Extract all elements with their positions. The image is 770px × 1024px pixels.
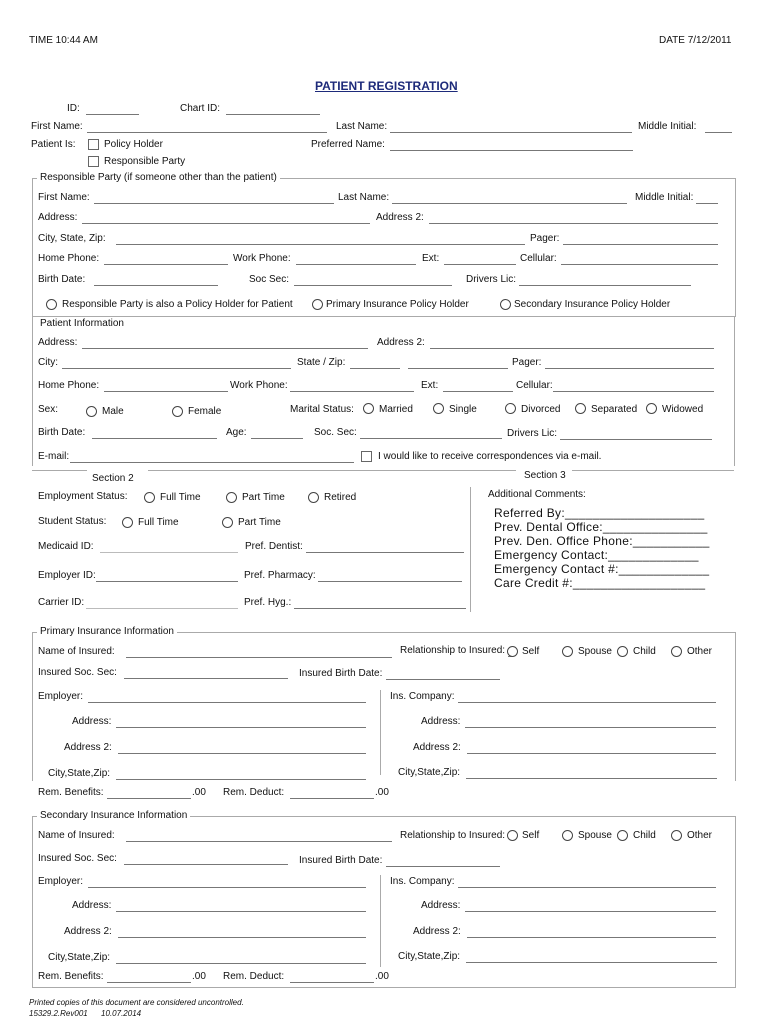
emp-retired-radio[interactable] bbox=[308, 492, 319, 503]
pt-address-input[interactable] bbox=[82, 348, 368, 349]
rp-address2-input[interactable] bbox=[429, 223, 718, 224]
si-other-label: Other bbox=[687, 830, 713, 841]
emp-full-time-radio[interactable] bbox=[144, 492, 155, 503]
si-employer-label: Employer: bbox=[38, 876, 84, 887]
pt-separated-radio[interactable] bbox=[575, 403, 586, 414]
rp-policy-holder-radio[interactable] bbox=[46, 299, 57, 310]
pt-married-radio[interactable] bbox=[363, 403, 374, 414]
pt-home-phone-input[interactable] bbox=[104, 391, 228, 392]
pi-child-label: Child bbox=[633, 646, 656, 657]
si-child-label: Child bbox=[633, 830, 656, 841]
si-address-label: Address: bbox=[72, 900, 112, 911]
rp-middle-initial-label: Middle Initial: bbox=[635, 192, 694, 203]
si-spouse-radio[interactable] bbox=[562, 830, 573, 841]
rp-last-name-label: Last Name: bbox=[338, 192, 390, 203]
id-label: ID: bbox=[67, 103, 80, 114]
pt-age-input[interactable] bbox=[251, 438, 303, 439]
pi-address2-input[interactable] bbox=[118, 753, 366, 754]
id-input[interactable] bbox=[86, 114, 139, 115]
pi-address-label: Address: bbox=[72, 716, 112, 727]
primary-ins-divider bbox=[380, 690, 381, 775]
pref-hyg-label: Pref. Hyg.: bbox=[244, 597, 292, 608]
rp-pager-input[interactable] bbox=[563, 244, 718, 245]
time-stamp: TIME 10:44 AM bbox=[29, 35, 98, 46]
pi-self-label: Self bbox=[522, 646, 540, 657]
si-address2-label: Address 2: bbox=[64, 926, 112, 937]
rp-ext-input[interactable] bbox=[444, 264, 516, 265]
si-insured-soc-sec-label: Insured Soc. Sec: bbox=[38, 853, 117, 864]
pi-ins-company-label: Ins. Company: bbox=[390, 691, 455, 702]
responsible-party-legend: Responsible Party (if someone other than the patient) bbox=[37, 172, 280, 184]
rp-drivers-lic-input[interactable] bbox=[519, 285, 691, 286]
pt-marital-status-label: Marital Status: bbox=[290, 404, 354, 415]
pt-soc-sec-input[interactable] bbox=[360, 438, 502, 439]
section2-rule-left bbox=[32, 470, 87, 471]
referred-by-field[interactable]: Referred By:____________________ bbox=[494, 506, 705, 520]
rp-soc-sec-label: Soc Sec: bbox=[249, 274, 290, 285]
rp-drivers-lic-label: Drivers Lic: bbox=[466, 274, 517, 285]
rp-primary-holder-radio[interactable] bbox=[312, 299, 323, 310]
preferred-name-input[interactable] bbox=[390, 150, 633, 151]
prev-den-office-phone-field[interactable]: Prev. Den. Office Phone:___________ bbox=[494, 534, 710, 548]
rp-first-name-label: First Name: bbox=[38, 192, 90, 203]
patient-info-right-rule bbox=[734, 317, 735, 466]
patient-info-legend: Patient Information bbox=[40, 318, 124, 329]
si-address-input[interactable] bbox=[116, 911, 366, 912]
pt-divorced-radio[interactable] bbox=[505, 403, 516, 414]
pt-widowed-radio[interactable] bbox=[646, 403, 657, 414]
pi-name-of-insured-label: Name of Insured: bbox=[38, 646, 115, 657]
si-employer-input[interactable] bbox=[88, 887, 366, 888]
rp-cellular-input[interactable] bbox=[561, 264, 718, 265]
pref-dentist-input[interactable] bbox=[306, 552, 464, 553]
prev-dental-office-field[interactable]: Prev. Dental Office:_______________ bbox=[494, 520, 708, 534]
si-relationship-label: Relationship to Insured: bbox=[400, 830, 506, 841]
stu-part-time-radio[interactable] bbox=[222, 517, 233, 528]
pi-self-radio[interactable] bbox=[507, 646, 518, 657]
pi-rem-deduct-input[interactable] bbox=[290, 798, 374, 799]
pt-female-label: Female bbox=[188, 406, 222, 417]
medicaid-id-input[interactable] bbox=[100, 552, 238, 553]
medicaid-id-label: Medicaid ID: bbox=[38, 541, 94, 552]
rp-work-phone-label: Work Phone: bbox=[233, 253, 291, 264]
rp-ext-label: Ext: bbox=[422, 253, 440, 264]
pi-relationship-label: Relationship to Insured: bbox=[400, 645, 506, 656]
pt-city-label: City: bbox=[38, 357, 58, 368]
emergency-contact-number-field[interactable]: Emergency Contact #:_____________ bbox=[494, 562, 710, 576]
pref-dentist-label: Pref. Dentist: bbox=[245, 541, 303, 552]
si-rem-deduct-cents: .00 bbox=[375, 971, 389, 982]
middle-initial-label: Middle Initial: bbox=[638, 121, 697, 132]
pt-work-phone-label: Work Phone: bbox=[230, 380, 288, 391]
section-divider-rule bbox=[148, 470, 516, 471]
primary-insurance-section bbox=[32, 632, 736, 781]
emp-part-time-label: Part Time bbox=[242, 492, 285, 503]
responsible-party-label: Responsible Party bbox=[104, 156, 186, 167]
pt-zip-input[interactable] bbox=[408, 368, 508, 369]
section2-legend: Section 2 bbox=[92, 473, 134, 484]
rp-work-phone-input[interactable] bbox=[296, 264, 416, 265]
stu-full-time-radio[interactable] bbox=[122, 517, 133, 528]
rp-address-input[interactable] bbox=[82, 223, 370, 224]
rp-address-label: Address: bbox=[38, 212, 78, 223]
pt-birth-date-label: Birth Date: bbox=[38, 427, 86, 438]
si-name-of-insured-label: Name of Insured: bbox=[38, 830, 115, 841]
pi-name-of-insured-input[interactable] bbox=[126, 657, 392, 658]
rp-middle-initial-input[interactable] bbox=[696, 203, 718, 204]
student-status-label: Student Status: bbox=[38, 516, 107, 527]
pi-rem-benefits-input[interactable] bbox=[107, 798, 191, 799]
pi-city-state-zip-input[interactable] bbox=[116, 779, 366, 780]
pi-other-label: Other bbox=[687, 646, 713, 657]
si-city-state-zip-label: City,State,Zip: bbox=[48, 952, 111, 963]
pt-ext-label: Ext: bbox=[421, 380, 439, 391]
pt-address2-input[interactable] bbox=[430, 348, 714, 349]
pi-ins-city-state-zip-input[interactable] bbox=[466, 778, 717, 779]
last-name-label: Last Name: bbox=[336, 121, 388, 132]
pt-drivers-lic-label: Drivers Lic: bbox=[507, 428, 558, 439]
emp-part-time-radio[interactable] bbox=[226, 492, 237, 503]
pi-ins-address-label: Address: bbox=[421, 716, 461, 727]
carrier-id-label: Carrier ID: bbox=[38, 597, 85, 608]
si-address2-input[interactable] bbox=[118, 937, 366, 938]
si-rem-benefits-cents: .00 bbox=[192, 971, 206, 982]
pt-pager-input[interactable] bbox=[545, 368, 714, 369]
footer-disclaimer: Printed copies of this document are considered uncontrolled. bbox=[29, 998, 244, 1007]
pt-pager-label: Pager: bbox=[512, 357, 542, 368]
secondary-insurance-legend: Secondary Insurance Information bbox=[37, 810, 190, 822]
section-vertical-divider bbox=[470, 487, 471, 612]
pi-rem-benefits-cents: .00 bbox=[192, 787, 206, 798]
secondary-ins-divider bbox=[380, 875, 381, 967]
pi-ins-city-state-zip-label: City,State,Zip: bbox=[398, 767, 461, 778]
pt-cellular-input[interactable] bbox=[553, 391, 714, 392]
si-rem-deduct-label: Rem. Deduct: bbox=[223, 971, 285, 982]
rp-policy-holder-label: Responsible Party is also a Policy Holder for Patient bbox=[62, 299, 293, 310]
si-self-label: Self bbox=[522, 830, 540, 841]
rp-home-phone-label: Home Phone: bbox=[38, 253, 100, 264]
si-ins-address2-label: Address 2: bbox=[413, 926, 461, 937]
stu-part-time-label: Part Time bbox=[238, 517, 281, 528]
pt-single-label: Single bbox=[449, 404, 477, 415]
rp-address2-label: Address 2: bbox=[376, 212, 424, 223]
si-ins-city-state-zip-label: City,State,Zip: bbox=[398, 951, 461, 962]
emp-full-time-label: Full Time bbox=[160, 492, 201, 503]
pi-address-input[interactable] bbox=[116, 727, 366, 728]
pt-email-input[interactable] bbox=[70, 462, 354, 463]
rp-city-state-zip-input[interactable] bbox=[116, 244, 525, 245]
pt-city-input[interactable] bbox=[62, 368, 291, 369]
pt-male-radio[interactable] bbox=[86, 406, 97, 417]
pref-hyg-input[interactable] bbox=[294, 608, 466, 609]
pt-email-label: E-mail: bbox=[38, 451, 70, 462]
rp-cellular-label: Cellular: bbox=[520, 253, 557, 264]
carrier-id-input[interactable] bbox=[86, 608, 238, 609]
page-title: PATIENT REGISTRATION bbox=[315, 79, 458, 93]
rp-city-state-zip-label: City, State, Zip: bbox=[38, 233, 106, 244]
si-insured-soc-sec-input[interactable] bbox=[124, 864, 288, 865]
si-rem-benefits-input[interactable] bbox=[107, 982, 191, 983]
pi-rem-deduct-cents: .00 bbox=[375, 787, 389, 798]
pi-insured-soc-sec-input[interactable] bbox=[124, 678, 288, 679]
rp-last-name-input[interactable] bbox=[392, 203, 627, 204]
pi-rem-deduct-label: Rem. Deduct: bbox=[223, 787, 285, 798]
pi-other-radio[interactable] bbox=[671, 646, 682, 657]
patient-is-label: Patient Is: bbox=[31, 139, 76, 150]
stu-full-time-label: Full Time bbox=[138, 517, 179, 528]
last-name-input[interactable] bbox=[390, 132, 632, 133]
pt-address-label: Address: bbox=[38, 337, 78, 348]
rp-secondary-holder-label: Secondary Insurance Policy Holder bbox=[514, 299, 671, 310]
si-spouse-label: Spouse bbox=[578, 830, 612, 841]
si-rem-deduct-input[interactable] bbox=[290, 982, 374, 983]
pt-soc-sec-label: Soc. Sec: bbox=[314, 427, 357, 438]
middle-initial-input[interactable] bbox=[705, 132, 732, 133]
section3-legend: Section 3 bbox=[524, 470, 566, 481]
pt-birth-date-input[interactable] bbox=[92, 438, 217, 439]
section3-rule-right bbox=[572, 470, 734, 471]
pi-ins-address2-label: Address 2: bbox=[413, 742, 461, 753]
pt-divorced-label: Divorced bbox=[521, 404, 561, 415]
pi-ins-address-input[interactable] bbox=[465, 727, 716, 728]
date-stamp: DATE 7/12/2011 bbox=[659, 35, 732, 46]
pt-address2-label: Address 2: bbox=[377, 337, 425, 348]
chart-id-input[interactable] bbox=[226, 114, 320, 115]
pi-rem-benefits-label: Rem. Benefits: bbox=[38, 787, 104, 798]
rp-birth-date-label: Birth Date: bbox=[38, 274, 86, 285]
pt-drivers-lic-input[interactable] bbox=[560, 439, 712, 440]
responsible-party-checkbox[interactable] bbox=[88, 156, 99, 167]
rp-secondary-holder-radio[interactable] bbox=[500, 299, 511, 310]
pi-city-state-zip-label: City,State,Zip: bbox=[48, 768, 111, 779]
pi-child-radio[interactable] bbox=[617, 646, 628, 657]
si-child-radio[interactable] bbox=[617, 830, 628, 841]
pi-address2-label: Address 2: bbox=[64, 742, 112, 753]
pt-age-label: Age: bbox=[226, 427, 247, 438]
pt-cellular-label: Cellular: bbox=[516, 380, 553, 391]
policy-holder-checkbox[interactable] bbox=[88, 139, 99, 150]
si-insured-birth-date-label: Insured Birth Date: bbox=[299, 855, 383, 866]
pi-insured-soc-sec-label: Insured Soc. Sec: bbox=[38, 667, 117, 678]
si-insured-birth-date-input[interactable] bbox=[386, 866, 500, 867]
pt-state-input[interactable] bbox=[350, 368, 400, 369]
rp-pager-label: Pager: bbox=[530, 233, 560, 244]
pref-pharmacy-label: Pref. Pharmacy: bbox=[244, 570, 316, 581]
si-ins-address2-input[interactable] bbox=[467, 937, 716, 938]
pi-spouse-label: Spouse bbox=[578, 646, 612, 657]
chart-id-label: Chart ID: bbox=[180, 103, 221, 114]
pt-married-label: Married bbox=[379, 404, 413, 415]
pt-work-phone-input[interactable] bbox=[290, 391, 414, 392]
pt-single-radio[interactable] bbox=[433, 403, 444, 414]
rp-birth-date-input[interactable] bbox=[94, 285, 218, 286]
si-other-radio[interactable] bbox=[671, 830, 682, 841]
pi-insured-birth-date-label: Insured Birth Date: bbox=[299, 668, 383, 679]
rp-soc-sec-input[interactable] bbox=[294, 285, 452, 286]
additional-comments-label: Additional Comments: bbox=[488, 489, 586, 500]
si-city-state-zip-input[interactable] bbox=[116, 963, 366, 964]
footer-revision: 15329.2.Rev001 10.07.2014 bbox=[29, 1009, 142, 1018]
pi-insured-birth-date-input[interactable] bbox=[386, 679, 500, 680]
rp-home-phone-input[interactable] bbox=[104, 264, 228, 265]
employer-id-label: Employer ID: bbox=[38, 570, 96, 581]
pt-ext-input[interactable] bbox=[443, 391, 513, 392]
pt-email-optin-label: I would like to receive correspondences via e-mail. bbox=[378, 451, 602, 462]
si-name-of-insured-input[interactable] bbox=[126, 841, 392, 842]
first-name-input[interactable] bbox=[87, 132, 327, 133]
rp-primary-holder-label: Primary Insurance Policy Holder bbox=[326, 299, 469, 310]
si-self-radio[interactable] bbox=[507, 830, 518, 841]
pi-ins-company-input[interactable] bbox=[458, 702, 716, 703]
policy-holder-label: Policy Holder bbox=[104, 139, 163, 150]
first-name-label: First Name: bbox=[31, 121, 83, 132]
primary-insurance-legend: Primary Insurance Information bbox=[37, 626, 177, 638]
pref-pharmacy-input[interactable] bbox=[318, 581, 462, 582]
si-ins-company-label: Ins. Company: bbox=[390, 876, 455, 887]
emergency-contact-field[interactable]: Emergency Contact:_____________ bbox=[494, 548, 699, 562]
si-rem-benefits-label: Rem. Benefits: bbox=[38, 971, 104, 982]
pi-spouse-radio[interactable] bbox=[562, 646, 573, 657]
pt-state-zip-label: State / Zip: bbox=[297, 357, 346, 368]
pi-employer-input[interactable] bbox=[88, 702, 366, 703]
si-ins-company-input[interactable] bbox=[458, 887, 716, 888]
preferred-name-label: Preferred Name: bbox=[311, 139, 385, 150]
emp-retired-label: Retired bbox=[324, 492, 357, 503]
pi-ins-address2-input[interactable] bbox=[467, 753, 716, 754]
pt-email-optin-checkbox[interactable] bbox=[361, 451, 372, 462]
pt-home-phone-label: Home Phone: bbox=[38, 380, 100, 391]
pi-employer-label: Employer: bbox=[38, 691, 84, 702]
care-credit-field[interactable]: Care Credit #:___________________ bbox=[494, 576, 706, 590]
si-ins-address-label: Address: bbox=[421, 900, 461, 911]
employer-id-input[interactable] bbox=[96, 581, 238, 582]
patient-info-left-rule bbox=[32, 317, 33, 466]
pt-sex-label: Sex: bbox=[38, 404, 59, 415]
pt-widowed-label: Widowed bbox=[662, 404, 704, 415]
si-ins-city-state-zip-input[interactable] bbox=[466, 962, 717, 963]
employment-status-label: Employment Status: bbox=[38, 491, 128, 502]
pt-separated-label: Separated bbox=[591, 404, 638, 415]
pt-female-radio[interactable] bbox=[172, 406, 183, 417]
si-ins-address-input[interactable] bbox=[465, 911, 716, 912]
rp-first-name-input[interactable] bbox=[94, 203, 334, 204]
pt-male-label: Male bbox=[102, 406, 124, 417]
